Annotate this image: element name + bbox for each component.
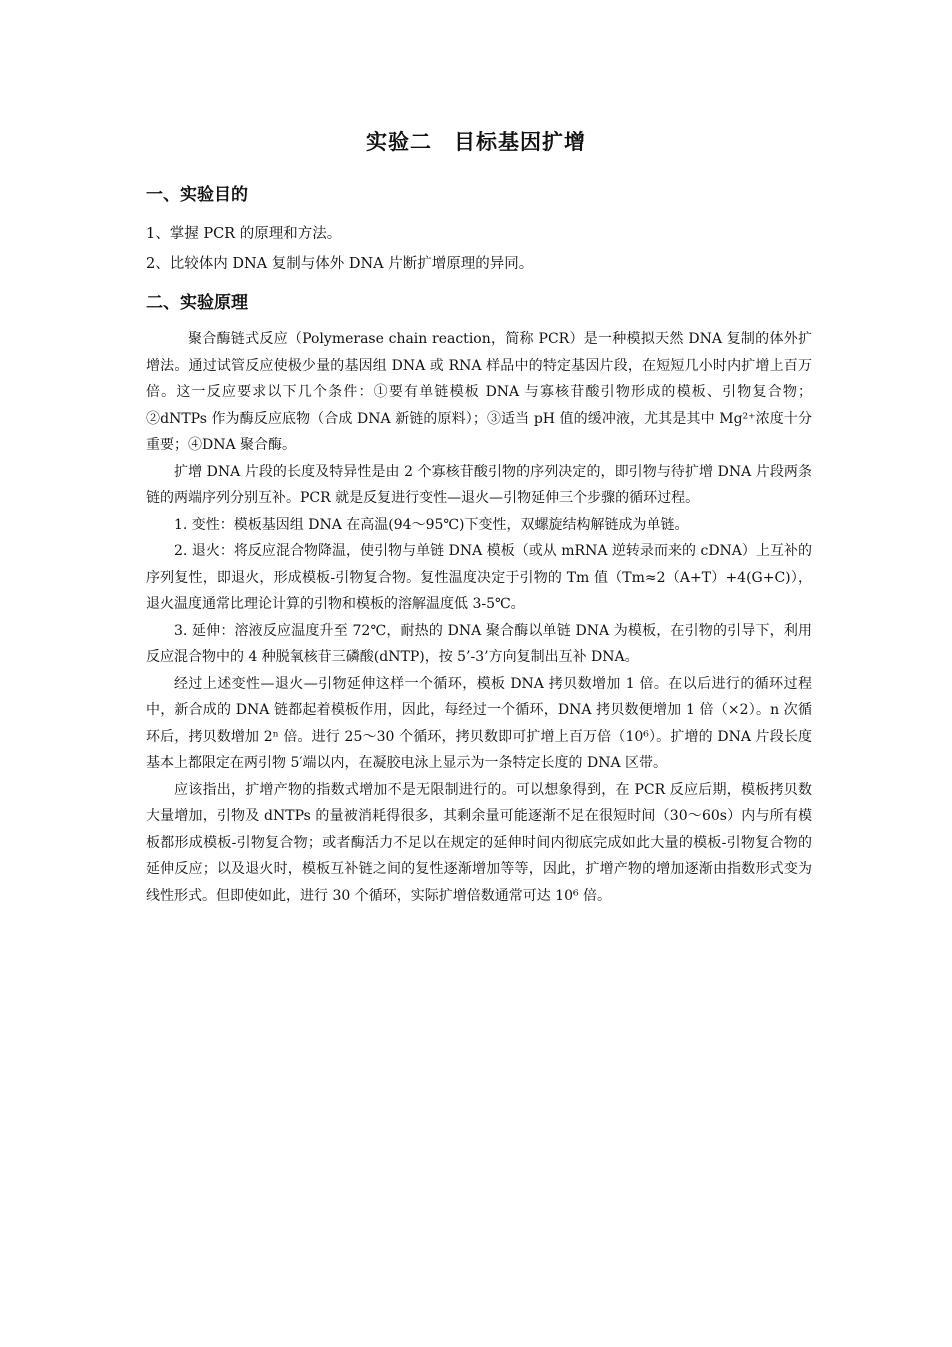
paragraph: 经过上述变性—退火—引物延伸这样一个循环，模板 DNA 拷贝数增加 1 倍。在以后进行的循环过程中，新合成的 DNA 链都起着模板作用，因此，每经过一个循环，DNA 拷贝数便增加 1 倍（×2）。n 次循环后，拷贝数增加 2ⁿ 倍。进行 25～30 个循环，拷贝数即可扩增上百万倍（10⁶）。扩增的 DNA 片段长度基本上都限定在两引物 5′端以内，在凝胶电泳上显示为一条特定长度的 DNA 区带。	[146, 675, 812, 771]
objective-item: 2、比较体内 DNA 复制与体外 DNA 片断扩增原理的异同。	[146, 256, 534, 272]
principle-body	[146, 326, 812, 909]
paragraph: 应该指出，扩增产物的指数式增加不是无限制进行的。可以想象得到，在 PCR 反应后期，模板拷贝数大量增加，引物及 dNTPs 的量被消耗得很多，其剩余量可能逐渐不足在很短时间（30～60s）内与所有模板都形成模板-引物复合物；或者酶活力不足以在规定的延伸时间内彻底完成如此大量的模板-引物复合物的延伸反应；以及退火时，模板互补链之间的复性逐渐增加等等，因此，扩增产物的增加逐渐由指数形式变为线性形式。但即使如此，进行 30 个循环，实际扩增倍数通常可达 10⁶ 倍。	[146, 781, 812, 904]
page-title: 实验二 目标基因扩增	[366, 130, 586, 154]
paragraph: 3. 延伸：溶液反应温度升至 72℃，耐热的 DNA 聚合酶以单链 DNA 为模板，在引物的引导下，利用反应混合物中的 4 种脱氧核苷三磷酸(dNTP)，按 5’-3’方向复制出互补 DNA。	[146, 622, 812, 665]
paragraph: 扩增 DNA 片段的长度及特异性是由 2 个寡核苷酸引物的序列决定的，即引物与待扩增 DNA 片段两条链的两端序列分别互补。PCR 就是反复进行变性—退火—引物延伸三个步骤的循环过程。	[146, 463, 812, 506]
objectives-list	[146, 222, 533, 282]
objective-item: 1、掌握 PCR 的原理和方法。	[146, 226, 342, 242]
paragraph: 聚合酶链式反应（Polymerase chain reaction，简称 PCR）是一种模拟天然 DNA 复制的体外扩增法。通过试管反应使极少量的基因组 DNA 或 RNA 样品中的特定基因片段，在短短几小时内扩增上百万倍。这一反应要求以下几个条件：①要有单链模板 DNA 与寡核苷酸引物形成的模板、引物复合物；②dNTPs 作为酶反应底物（合成 DNA 新链的原料）；③适当 pH 值的缓冲液，尤其是其中 Mg²⁺浓度十分重要；④DNA 聚合酶。	[146, 331, 812, 453]
section-heading-objectives: 一、实验目的	[146, 185, 248, 205]
paragraph: 2. 退火：将反应混合物降温，使引物与单链 DNA 模板（或从 mRNA 逆转录而来的 cDNA）上互补的序列复性，即退火，形成模板-引物复合物。复性温度决定于引物的 Tm 值（Tm≈2（A+T）+4(G+C)），退火温度通常比理论计算的引物和模板的溶解温度低 3-5℃。	[146, 543, 812, 612]
paragraph: 1. 变性：模板基因组 DNA 在高温(94～95℃)下变性，双螺旋结构解链成为单链。	[174, 516, 689, 533]
section-heading-principle: 二、实验原理	[146, 293, 248, 313]
